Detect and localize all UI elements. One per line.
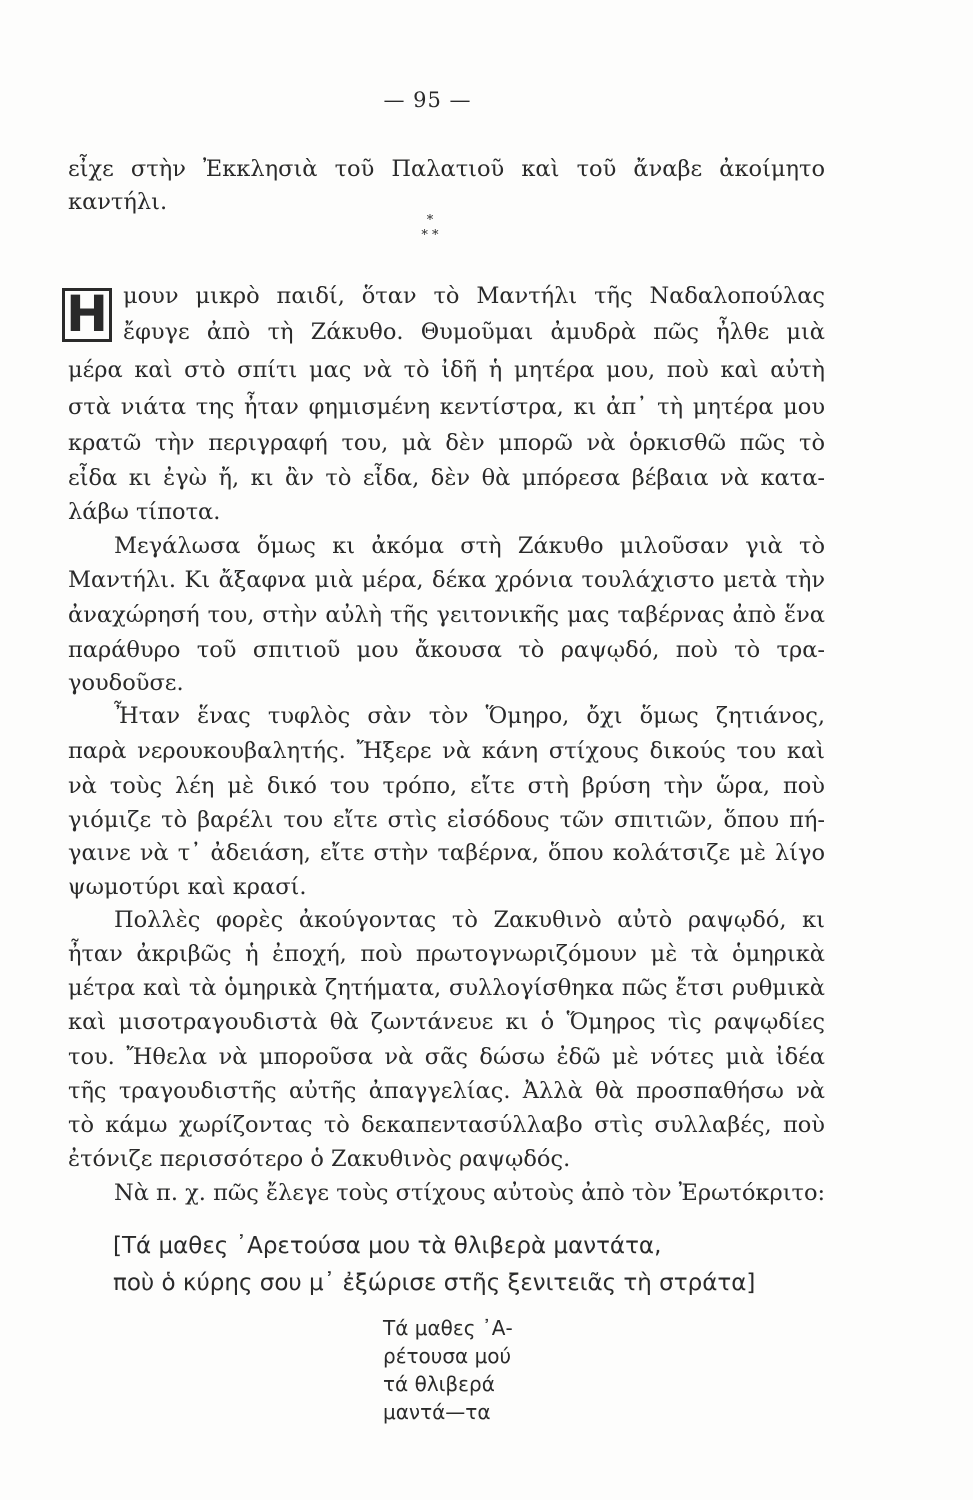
text-line: ψωμοτύρι καὶ κρασί. (68, 874, 307, 900)
text-line: ἦταν ἀκριβῶς ἡ ἐποχή, ποὺ πρωτογνωριζόμουν μὲ τὰ ὁμηρικὰ (68, 941, 825, 967)
text-line: νὰ τοὺς λέη μὲ δικό του τρόπο, εἴτε στὴ βρύση τὴν ὥρα, ποὺ (68, 773, 825, 799)
notation-line: ρέτουσα μού (383, 1344, 512, 1368)
text-line: τὸ κάμω χωρίζοντας τὸ δεκαπεντασύλλαβο στὶς συλλαβές, ποὺ (68, 1112, 825, 1138)
notation-line: μαντά—τα (383, 1400, 491, 1424)
text-line: ἀναχώρησή του, στὴν αὐλὴ τῆς γειτονικῆς μας ταβέρνας ἀπὸ ἕνα (68, 602, 825, 628)
text-line: εἶχε στὴν Ἐκκλησιὰ τοῦ Παλατιοῦ καὶ τοῦ ἄναβε ἀκοίμητο (68, 156, 825, 182)
drop-cap: Η (62, 288, 112, 342)
text-line: κρατῶ τὴν περιγραφή του, μὰ δὲν μπορῶ νὰ ὁρκισθῶ πῶς τὸ (68, 430, 825, 456)
verse-line: ποὺ ὁ κύρης σου μ᾽ ἐξώρισε στῆς ξενιτειᾶς τὴ στράτα] (113, 1270, 756, 1296)
text-line: Μαντήλι. Κι ἄξαφνα μιὰ μέρα, δέκα χρόνια τουλάχιστο μετὰ τὴν (68, 567, 825, 593)
text-line: μέτρα καὶ τὰ ὁμηρικὰ ζητήματα, συλλογίσθηκα πῶς ἔτσι ρυθμικὰ (68, 975, 825, 1001)
text-line: γουδοῦσε. (68, 670, 184, 696)
text-line: ἔφυγε ἀπὸ τὴ Ζάκυθο. Θυμοῦμαι ἀμυδρὰ πῶς ἦλθε μιὰ (123, 319, 825, 345)
text-line: μουν μικρὸ παιδί, ὅταν τὸ Μαντήλι τῆς Ναδαλοπούλας (123, 283, 825, 309)
star-top: * (426, 213, 434, 228)
text-line: παρὰ νερουκουβαλητής. Ἤξερε νὰ κάνη στίχους δικούς του καὶ (68, 738, 825, 764)
text-line: καὶ μισοτραγουδιστὰ θὰ ζωντάνευε κι ὁ Ὅμηρος τὶς ραψῳδίες (68, 1009, 825, 1035)
text-line: γαινε νὰ τ᾽ ἀδειάση, εἴτε στὴν ταβέρνα, ὅπου κολάτσιζε μὲ λίγο (68, 840, 825, 866)
notation-line: Τά μαθες ᾽Α- (383, 1316, 513, 1340)
text-line: στὰ νιάτα της ἦταν φημισμένη κεντίστρα, κι ἀπ᾽ τὴ μητέρα μου (68, 394, 825, 420)
text-line: Νὰ π. χ. πῶς ἔλεγε τοὺς στίχους αὐτοὺς ἀπὸ τὸν Ἐρωτόκριτο: (114, 1180, 825, 1206)
text-line: παράθυρο τοῦ σπιτιοῦ μου ἄκουσα τὸ ραψῳδό, ποὺ τὸ τρα- (68, 637, 825, 663)
text-line: τῆς τραγουδιστῆς αὐτῆς ἀπαγγελίας. Ἀλλὰ θὰ προσπαθήσω νὰ (68, 1078, 825, 1104)
notation-line: τά θλιβερά (383, 1372, 495, 1396)
star-bottom: * * (421, 228, 439, 243)
page-number: — 95 — (383, 88, 472, 112)
text-line: Ἦταν ἕνας τυφλὸς σὰν τὸν Ὅμηρο, ὄχι ὅμως ζητιάνος, (114, 703, 825, 729)
text-line: ἐτόνιζε περισσότερο ὁ Ζακυθινὸς ραψῳδός. (68, 1146, 571, 1172)
text-line: καντήλι. (68, 189, 168, 215)
text-line: λάβω τίποτα. (68, 499, 221, 525)
text-line: του. Ἤθελα νὰ μποροῦσα νὰ σᾶς δώσω ἐδῶ μὲ νότες μιὰ ἰδέα (68, 1044, 825, 1070)
text-line: γιόμιζε τὸ βαρέλι του εἴτε στὶς εἰσόδους τῶν σπιτιῶν, ὅπου πή- (68, 807, 825, 833)
section-divider-stars (400, 213, 460, 243)
text-line: Μεγάλωσα ὅμως κι ἀκόμα στὴ Ζάκυθο μιλοῦσαν γιὰ τὸ (114, 533, 825, 559)
text-line: Πολλὲς φορὲς ἀκούγοντας τὸ Ζακυθινὸ αὐτὸ ραψῳδό, κι (114, 907, 825, 933)
text-line: μέρα καὶ στὸ σπίτι μας νὰ τὸ ἰδῆ ἡ μητέρα μου, ποὺ καὶ αὐτὴ (68, 357, 825, 383)
verse-line: [Τά μαθες ᾽Αρετούσα μου τὰ θλιβερὰ μαντάτα, (113, 1233, 662, 1259)
text-line: εἶδα κι ἐγὼ ἤ, κι ἂν τὸ εἶδα, δὲν θὰ μπόρεσα βέβαια νὰ κατα- (68, 465, 825, 491)
